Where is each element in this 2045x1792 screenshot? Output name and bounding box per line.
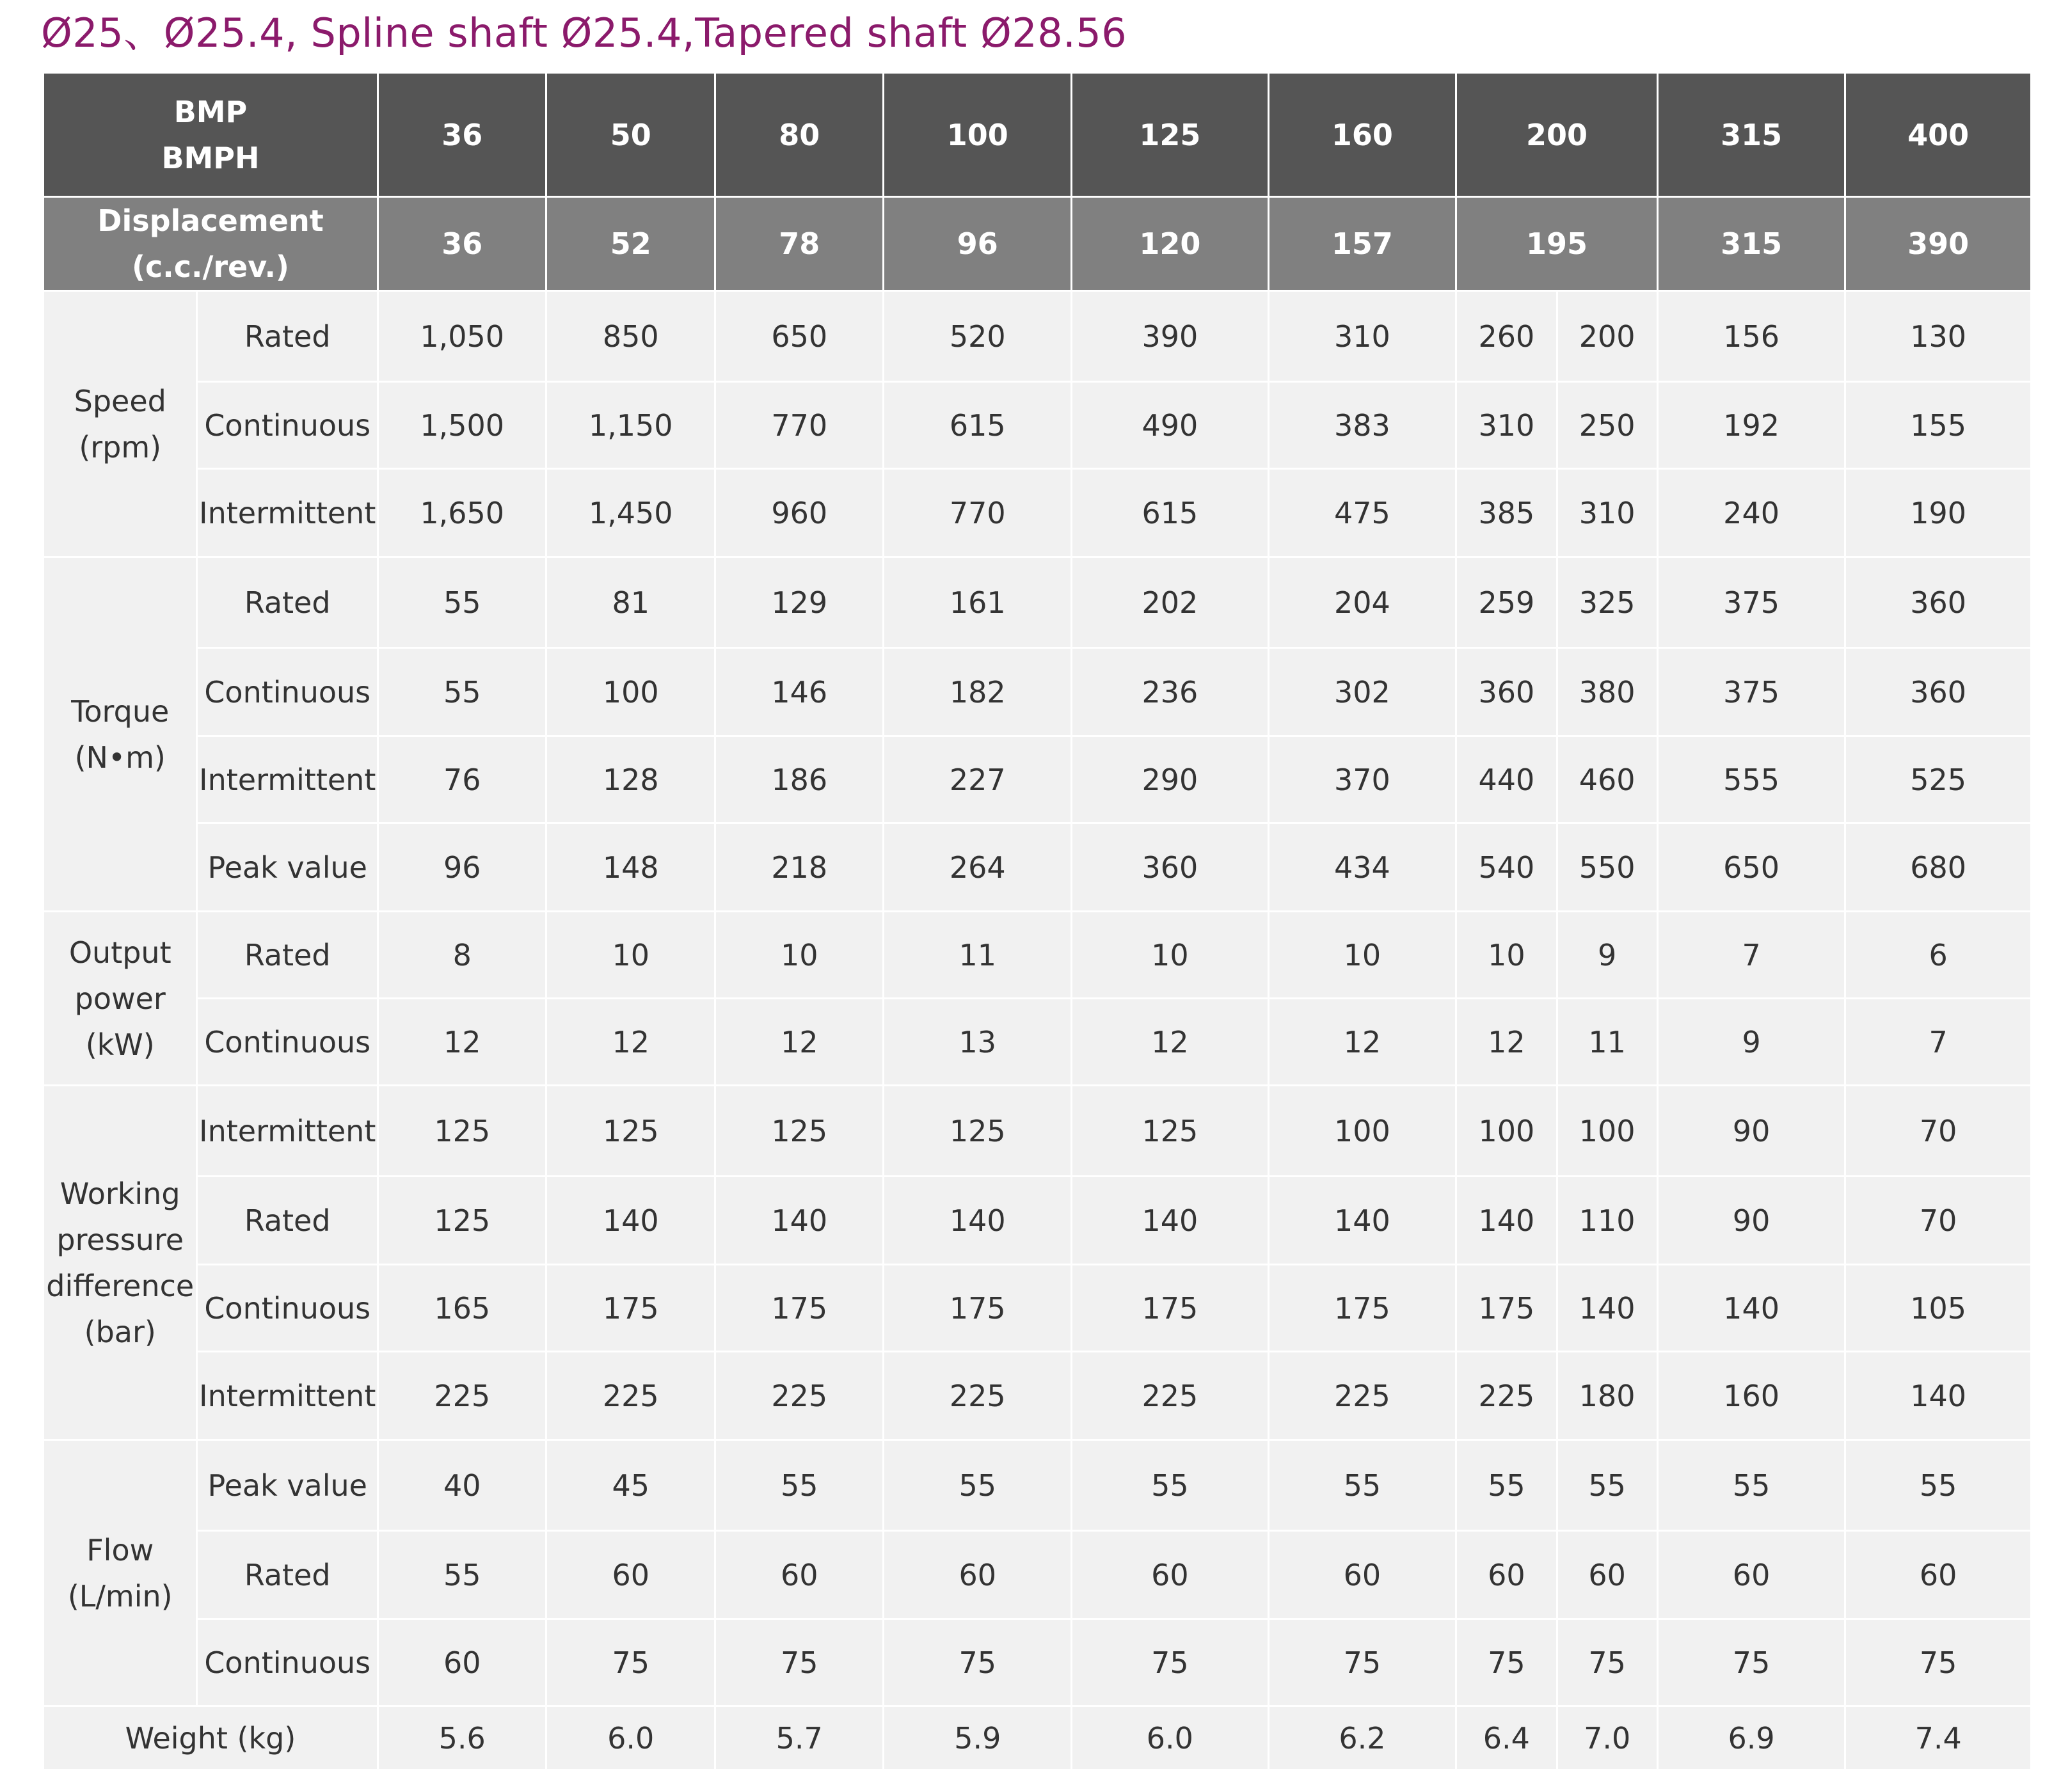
row-label: Intermittent bbox=[197, 1352, 378, 1440]
value-cell: 60 bbox=[1657, 1531, 1845, 1619]
value-cell: 140 bbox=[546, 1177, 715, 1265]
value-cell: 130 bbox=[1845, 291, 2032, 382]
row-label: Continuous bbox=[197, 999, 378, 1086]
value-cell: 770 bbox=[715, 382, 884, 469]
data-row bbox=[44, 999, 2032, 1086]
value-cell: 128 bbox=[546, 736, 715, 823]
value-cell: 200 bbox=[1557, 291, 1657, 382]
row-label: Intermittent bbox=[197, 469, 378, 557]
displacement-label-line: (c.c./rev.) bbox=[132, 250, 289, 284]
data-row bbox=[44, 823, 2032, 912]
value-cell: 125 bbox=[715, 1086, 884, 1177]
row-label: Continuous bbox=[197, 382, 378, 469]
value-cell: 11 bbox=[1557, 999, 1657, 1086]
value-cell: 375 bbox=[1657, 648, 1845, 736]
value-cell: 81 bbox=[546, 557, 715, 648]
group-label-line: Flow bbox=[86, 1532, 154, 1567]
group-label-line: Speed bbox=[74, 383, 166, 418]
value-cell: 182 bbox=[884, 648, 1072, 736]
value-cell: 140 bbox=[1557, 1265, 1657, 1352]
model-header-cell: 400 bbox=[1845, 73, 2032, 197]
value-cell: 146 bbox=[715, 648, 884, 736]
data-row bbox=[44, 1086, 2032, 1177]
value-cell: 140 bbox=[1268, 1177, 1456, 1265]
group-label-line: power bbox=[74, 981, 166, 1016]
value-cell: 520 bbox=[884, 291, 1072, 382]
model-header-cell: 200 bbox=[1456, 73, 1658, 197]
value-cell: 615 bbox=[884, 382, 1072, 469]
value-cell: 680 bbox=[1845, 823, 2032, 912]
value-cell: 264 bbox=[884, 823, 1072, 912]
value-cell: 259 bbox=[1456, 557, 1557, 648]
weight-cell: 5.7 bbox=[715, 1706, 884, 1770]
value-cell: 10 bbox=[1072, 912, 1269, 999]
value-cell: 7 bbox=[1845, 999, 2032, 1086]
value-cell: 165 bbox=[378, 1265, 546, 1352]
displacement-cell: 96 bbox=[884, 197, 1072, 291]
value-cell: 175 bbox=[1268, 1265, 1456, 1352]
value-cell: 360 bbox=[1072, 823, 1269, 912]
value-cell: 125 bbox=[546, 1086, 715, 1177]
row-label: Rated bbox=[197, 291, 378, 382]
model-header-cell: 36 bbox=[378, 73, 546, 197]
value-cell: 370 bbox=[1268, 736, 1456, 823]
value-cell: 55 bbox=[378, 648, 546, 736]
value-cell: 440 bbox=[1456, 736, 1557, 823]
value-cell: 1,500 bbox=[378, 382, 546, 469]
value-cell: 390 bbox=[1072, 291, 1269, 382]
value-cell: 75 bbox=[1456, 1619, 1557, 1706]
weight-cell: 6.0 bbox=[546, 1706, 715, 1770]
data-row bbox=[44, 1352, 2032, 1440]
row-label: Rated bbox=[197, 1177, 378, 1265]
value-cell: 75 bbox=[1072, 1619, 1269, 1706]
value-cell: 70 bbox=[1845, 1086, 2032, 1177]
value-cell: 225 bbox=[1456, 1352, 1557, 1440]
data-row bbox=[44, 1619, 2032, 1706]
value-cell: 225 bbox=[1268, 1352, 1456, 1440]
value-cell: 225 bbox=[1072, 1352, 1269, 1440]
value-cell: 75 bbox=[1268, 1619, 1456, 1706]
row-label: Continuous bbox=[197, 1619, 378, 1706]
weight-cell: 5.6 bbox=[378, 1706, 546, 1770]
value-cell: 310 bbox=[1557, 469, 1657, 557]
value-cell: 75 bbox=[1845, 1619, 2032, 1706]
data-row bbox=[44, 912, 2032, 999]
value-cell: 55 bbox=[378, 557, 546, 648]
row-label: Rated bbox=[197, 1531, 378, 1619]
value-cell: 12 bbox=[715, 999, 884, 1086]
value-cell: 40 bbox=[378, 1440, 546, 1531]
displacement-label-line: Displacement bbox=[97, 203, 324, 238]
model-series-line: BMP bbox=[173, 94, 248, 129]
value-cell: 13 bbox=[884, 999, 1072, 1086]
value-cell: 105 bbox=[1845, 1265, 2032, 1352]
row-label: Peak value bbox=[197, 1440, 378, 1531]
page-title: Ø25、Ø25.4, Spline shaft Ø25.4,Tapered shaft Ø28.56 bbox=[41, 10, 1127, 56]
weight-cell: 6.0 bbox=[1072, 1706, 1269, 1770]
group-label bbox=[44, 291, 197, 557]
value-cell: 218 bbox=[715, 823, 884, 912]
value-cell: 156 bbox=[1657, 291, 1845, 382]
value-cell: 100 bbox=[546, 648, 715, 736]
value-cell: 550 bbox=[1557, 823, 1657, 912]
model-header-cell: 315 bbox=[1657, 73, 1845, 197]
value-cell: 250 bbox=[1557, 382, 1657, 469]
row-label: Peak value bbox=[197, 823, 378, 912]
group-label-line: Torque bbox=[71, 694, 170, 729]
value-cell: 383 bbox=[1268, 382, 1456, 469]
value-cell: 96 bbox=[378, 823, 546, 912]
value-cell: 75 bbox=[546, 1619, 715, 1706]
group-label-line: (kW) bbox=[85, 1027, 155, 1062]
value-cell: 140 bbox=[715, 1177, 884, 1265]
group-label-line: Working bbox=[60, 1176, 180, 1211]
weight-cell: 5.9 bbox=[884, 1706, 1072, 1770]
data-row bbox=[44, 1265, 2032, 1352]
value-cell: 490 bbox=[1072, 382, 1269, 469]
weight-cell: 6.4 bbox=[1456, 1706, 1557, 1770]
value-cell: 55 bbox=[1657, 1440, 1845, 1531]
value-cell: 186 bbox=[715, 736, 884, 823]
value-cell: 140 bbox=[1657, 1265, 1845, 1352]
value-cell: 850 bbox=[546, 291, 715, 382]
value-cell: 55 bbox=[378, 1531, 546, 1619]
value-cell: 10 bbox=[1456, 912, 1557, 999]
value-cell: 385 bbox=[1456, 469, 1557, 557]
value-cell: 60 bbox=[1845, 1531, 2032, 1619]
value-cell: 770 bbox=[884, 469, 1072, 557]
value-cell: 225 bbox=[378, 1352, 546, 1440]
group-label-line: difference bbox=[46, 1268, 195, 1303]
value-cell: 10 bbox=[715, 912, 884, 999]
group-label bbox=[44, 912, 197, 1086]
spec-table bbox=[42, 72, 2032, 1771]
value-cell: 1,150 bbox=[546, 382, 715, 469]
value-cell: 175 bbox=[546, 1265, 715, 1352]
value-cell: 90 bbox=[1657, 1086, 1845, 1177]
displacement-cell: 120 bbox=[1072, 197, 1269, 291]
value-cell: 555 bbox=[1657, 736, 1845, 823]
value-cell: 225 bbox=[715, 1352, 884, 1440]
value-cell: 6 bbox=[1845, 912, 2032, 999]
value-cell: 202 bbox=[1072, 557, 1269, 648]
value-cell: 175 bbox=[1456, 1265, 1557, 1352]
value-cell: 310 bbox=[1268, 291, 1456, 382]
displacement-cell: 52 bbox=[546, 197, 715, 291]
displacement-cell: 36 bbox=[378, 197, 546, 291]
value-cell: 434 bbox=[1268, 823, 1456, 912]
model-header-cell: 100 bbox=[884, 73, 1072, 197]
data-row bbox=[44, 1531, 2032, 1619]
value-cell: 8 bbox=[378, 912, 546, 999]
data-row bbox=[44, 557, 2032, 648]
value-cell: 225 bbox=[546, 1352, 715, 1440]
weight-cell: 6.2 bbox=[1268, 1706, 1456, 1770]
value-cell: 140 bbox=[1456, 1177, 1557, 1265]
row-label: Rated bbox=[197, 557, 378, 648]
data-row bbox=[44, 291, 2032, 382]
value-cell: 60 bbox=[1268, 1531, 1456, 1619]
value-cell: 12 bbox=[1456, 999, 1557, 1086]
value-cell: 12 bbox=[378, 999, 546, 1086]
value-cell: 155 bbox=[1845, 382, 2032, 469]
model-header-cell: 80 bbox=[715, 73, 884, 197]
value-cell: 100 bbox=[1456, 1086, 1557, 1177]
value-cell: 160 bbox=[1657, 1352, 1845, 1440]
value-cell: 650 bbox=[715, 291, 884, 382]
value-cell: 1,650 bbox=[378, 469, 546, 557]
value-cell: 227 bbox=[884, 736, 1072, 823]
row-label: Rated bbox=[197, 912, 378, 999]
value-cell: 12 bbox=[1072, 999, 1269, 1086]
data-row bbox=[44, 469, 2032, 557]
value-cell: 175 bbox=[1072, 1265, 1269, 1352]
value-cell: 325 bbox=[1557, 557, 1657, 648]
value-cell: 60 bbox=[1456, 1531, 1557, 1619]
value-cell: 148 bbox=[546, 823, 715, 912]
value-cell: 60 bbox=[715, 1531, 884, 1619]
value-cell: 140 bbox=[1072, 1177, 1269, 1265]
value-cell: 615 bbox=[1072, 469, 1269, 557]
value-cell: 460 bbox=[1557, 736, 1657, 823]
group-label-line: Output bbox=[68, 935, 171, 970]
value-cell: 125 bbox=[378, 1177, 546, 1265]
value-cell: 12 bbox=[1268, 999, 1456, 1086]
value-cell: 290 bbox=[1072, 736, 1269, 823]
data-row bbox=[44, 382, 2032, 469]
value-cell: 12 bbox=[546, 999, 715, 1086]
data-row bbox=[44, 648, 2032, 736]
value-cell: 960 bbox=[715, 469, 884, 557]
weight-cell: 6.9 bbox=[1657, 1706, 1845, 1770]
displacement-cell: 157 bbox=[1268, 197, 1456, 291]
row-label: Intermittent bbox=[197, 1086, 378, 1177]
weight-label: Weight (kg) bbox=[44, 1706, 378, 1770]
group-label-line: pressure bbox=[56, 1222, 184, 1257]
weight-cell: 7.4 bbox=[1845, 1706, 2032, 1770]
value-cell: 125 bbox=[378, 1086, 546, 1177]
value-cell: 76 bbox=[378, 736, 546, 823]
value-cell: 225 bbox=[884, 1352, 1072, 1440]
value-cell: 55 bbox=[1268, 1440, 1456, 1531]
model-series-header bbox=[44, 73, 378, 197]
model-header-cell: 160 bbox=[1268, 73, 1456, 197]
value-cell: 60 bbox=[884, 1531, 1072, 1619]
value-cell: 9 bbox=[1557, 912, 1657, 999]
model-series-line: BMPH bbox=[161, 140, 260, 175]
data-row bbox=[44, 1177, 2032, 1265]
value-cell: 55 bbox=[1557, 1440, 1657, 1531]
value-cell: 75 bbox=[884, 1619, 1072, 1706]
group-label-line: (rpm) bbox=[79, 429, 162, 464]
displacement-cell: 315 bbox=[1657, 197, 1845, 291]
displacement-cell: 78 bbox=[715, 197, 884, 291]
value-cell: 60 bbox=[1557, 1531, 1657, 1619]
group-label bbox=[44, 1086, 197, 1440]
value-cell: 140 bbox=[1845, 1352, 2032, 1440]
group-label-line: (bar) bbox=[84, 1314, 156, 1349]
value-cell: 1,450 bbox=[546, 469, 715, 557]
value-cell: 70 bbox=[1845, 1177, 2032, 1265]
value-cell: 55 bbox=[1456, 1440, 1557, 1531]
value-cell: 140 bbox=[884, 1177, 1072, 1265]
value-cell: 302 bbox=[1268, 648, 1456, 736]
value-cell: 380 bbox=[1557, 648, 1657, 736]
displacement-label bbox=[44, 197, 378, 291]
value-cell: 360 bbox=[1845, 648, 2032, 736]
value-cell: 240 bbox=[1657, 469, 1845, 557]
group-label bbox=[44, 1440, 197, 1706]
value-cell: 75 bbox=[1657, 1619, 1845, 1706]
value-cell: 650 bbox=[1657, 823, 1845, 912]
group-label bbox=[44, 557, 197, 912]
value-cell: 10 bbox=[1268, 912, 1456, 999]
model-header-cell: 125 bbox=[1072, 73, 1269, 197]
value-cell: 129 bbox=[715, 557, 884, 648]
value-cell: 125 bbox=[1072, 1086, 1269, 1177]
group-label-line: (N•m) bbox=[74, 740, 166, 775]
value-cell: 260 bbox=[1456, 291, 1557, 382]
value-cell: 100 bbox=[1557, 1086, 1657, 1177]
value-cell: 360 bbox=[1456, 648, 1557, 736]
group-label-line: (L/min) bbox=[67, 1578, 173, 1614]
value-cell: 236 bbox=[1072, 648, 1269, 736]
value-cell: 55 bbox=[715, 1440, 884, 1531]
displacement-cell: 195 bbox=[1456, 197, 1658, 291]
row-label: Intermittent bbox=[197, 736, 378, 823]
weight-cell: 7.0 bbox=[1557, 1706, 1657, 1770]
value-cell: 10 bbox=[546, 912, 715, 999]
displacement-row bbox=[44, 197, 2032, 291]
data-row bbox=[44, 1440, 2032, 1531]
value-cell: 55 bbox=[1072, 1440, 1269, 1531]
value-cell: 55 bbox=[1845, 1440, 2032, 1531]
value-cell: 475 bbox=[1268, 469, 1456, 557]
value-cell: 55 bbox=[884, 1440, 1072, 1531]
value-cell: 161 bbox=[884, 557, 1072, 648]
value-cell: 310 bbox=[1456, 382, 1557, 469]
model-header-cell: 50 bbox=[546, 73, 715, 197]
value-cell: 175 bbox=[715, 1265, 884, 1352]
value-cell: 1,050 bbox=[378, 291, 546, 382]
value-cell: 60 bbox=[378, 1619, 546, 1706]
value-cell: 180 bbox=[1557, 1352, 1657, 1440]
data-row bbox=[44, 736, 2032, 823]
value-cell: 100 bbox=[1268, 1086, 1456, 1177]
value-cell: 540 bbox=[1456, 823, 1557, 912]
value-cell: 375 bbox=[1657, 557, 1845, 648]
value-cell: 125 bbox=[884, 1086, 1072, 1177]
value-cell: 525 bbox=[1845, 736, 2032, 823]
value-cell: 90 bbox=[1657, 1177, 1845, 1265]
row-label: Continuous bbox=[197, 648, 378, 736]
value-cell: 9 bbox=[1657, 999, 1845, 1086]
value-cell: 192 bbox=[1657, 382, 1845, 469]
value-cell: 204 bbox=[1268, 557, 1456, 648]
value-cell: 110 bbox=[1557, 1177, 1657, 1265]
value-cell: 11 bbox=[884, 912, 1072, 999]
displacement-cell: 390 bbox=[1845, 197, 2032, 291]
value-cell: 175 bbox=[884, 1265, 1072, 1352]
value-cell: 360 bbox=[1845, 557, 2032, 648]
value-cell: 60 bbox=[1072, 1531, 1269, 1619]
value-cell: 190 bbox=[1845, 469, 2032, 557]
value-cell: 45 bbox=[546, 1440, 715, 1531]
weight-row bbox=[44, 1706, 2032, 1770]
value-cell: 7 bbox=[1657, 912, 1845, 999]
model-header-row bbox=[44, 73, 2032, 197]
row-label: Continuous bbox=[197, 1265, 378, 1352]
value-cell: 75 bbox=[715, 1619, 884, 1706]
value-cell: 75 bbox=[1557, 1619, 1657, 1706]
value-cell: 60 bbox=[546, 1531, 715, 1619]
